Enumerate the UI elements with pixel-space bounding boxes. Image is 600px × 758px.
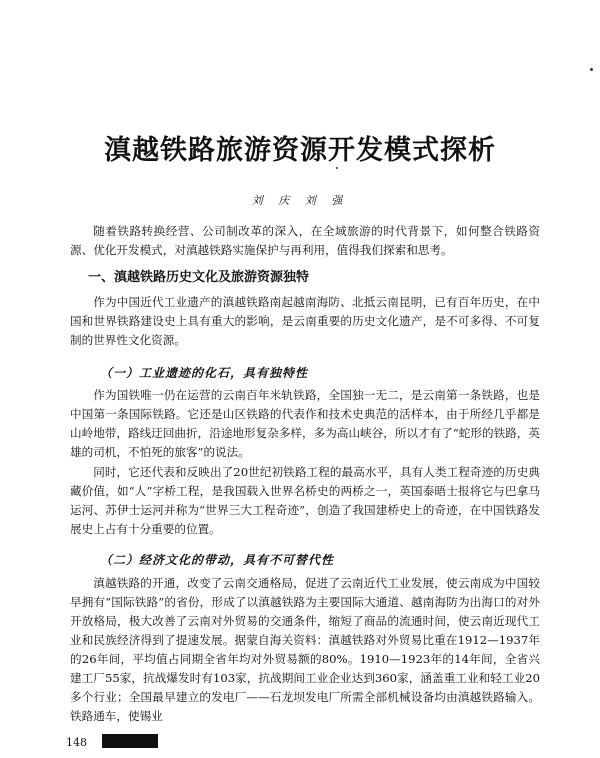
abstract-paragraph: 随着铁路转换经营、公司制改革的深入，在全域旅游的时代背景下，如何整合铁路资源、优化开发模式，对滇越铁路实施保护与再利用，值得我们探索和思考。: [70, 224, 540, 257]
section-1-heading: 一、滇越铁路历史文化及旅游资源独特: [88, 270, 310, 285]
article-authors: 刘 庆 刘 强: [251, 194, 349, 207]
subsection-1-heading: （一）工业遗迹的化石，具有独特性: [100, 366, 309, 380]
subsection-1-paragraph-2: 同时，它还代表和反映出了20世纪初铁路工程的最高水平，具有人类工程奇迹的历史典藏价值，如“人”字桥工程，是我国载入世界名桥史的两桥之一，英国泰晤士报将它与巴拿马运河、苏伊士运河并称为“世界三大工程奇迹”，创造了我国建桥史上的奇迹，在中国铁路发展史上占有十分重要的位置。: [70, 465, 540, 536]
section-1-paragraph-1: 作为中国近代工业遗产的滇越铁路南起越南海防、北抵云南昆明，已有百年历史，在中国和世界铁路建设史上具有重大的影响，是云南重要的历史文化遗产，是不可多得、不可复制的世界性文化资源。: [70, 295, 540, 347]
subsection-2-paragraph-1: 滇越铁路的开通，改变了云南交通格局，促进了云南近代工业发展，使云南成为中国较早拥有“国际铁路”的省份，形成了以滇越铁路为主要国际大通道、越南海防为出海口的对外开放格局，极大改善了云南对外贸易的交通条件，缩短了商品的流通时间，使云南近现代工业和民族经济得到了提速发展。据蒙自海关资料：滇越铁路对外贸易比重在1912—1937年的26年间，平均值占同期全省年均对外贸易额的80%。1910—1923年的14年间，全省兴建工厂55家，抗战爆发时有103家，抗战期间工业企业达到360家，涵盖重工业和轻工业20多个行业；全国最早建立的发电厂——石龙坝发电厂所需全部机械设备均由滇越铁路输入。铁路通车，使锡业: [70, 576, 540, 723]
scan-speck: [336, 167, 338, 169]
subsection-1-paragraph-1: 作为国铁唯一仍在运营的云南百年米轨铁路，全国独一无二，是云南第一条铁路，也是中国第一条国际铁路。它还是山区铁路的代表作和技术史典范的活样本，由于所经几乎都是山岭地带，路线迂回曲折，沿途地形复杂多样，多为高山峡谷，所以才有了“蛇形的铁路，英雄的司机，不怕死的旅客”的说法。: [70, 388, 540, 459]
article-title: 滇越铁路旅游资源开发模式探析: [104, 135, 496, 166]
subsection-2-heading: （二）经济文化的带动，具有不可替代性: [100, 553, 335, 567]
page-number: 148: [66, 736, 87, 749]
footer-bar: [102, 734, 158, 748]
scan-speck: [590, 68, 593, 71]
